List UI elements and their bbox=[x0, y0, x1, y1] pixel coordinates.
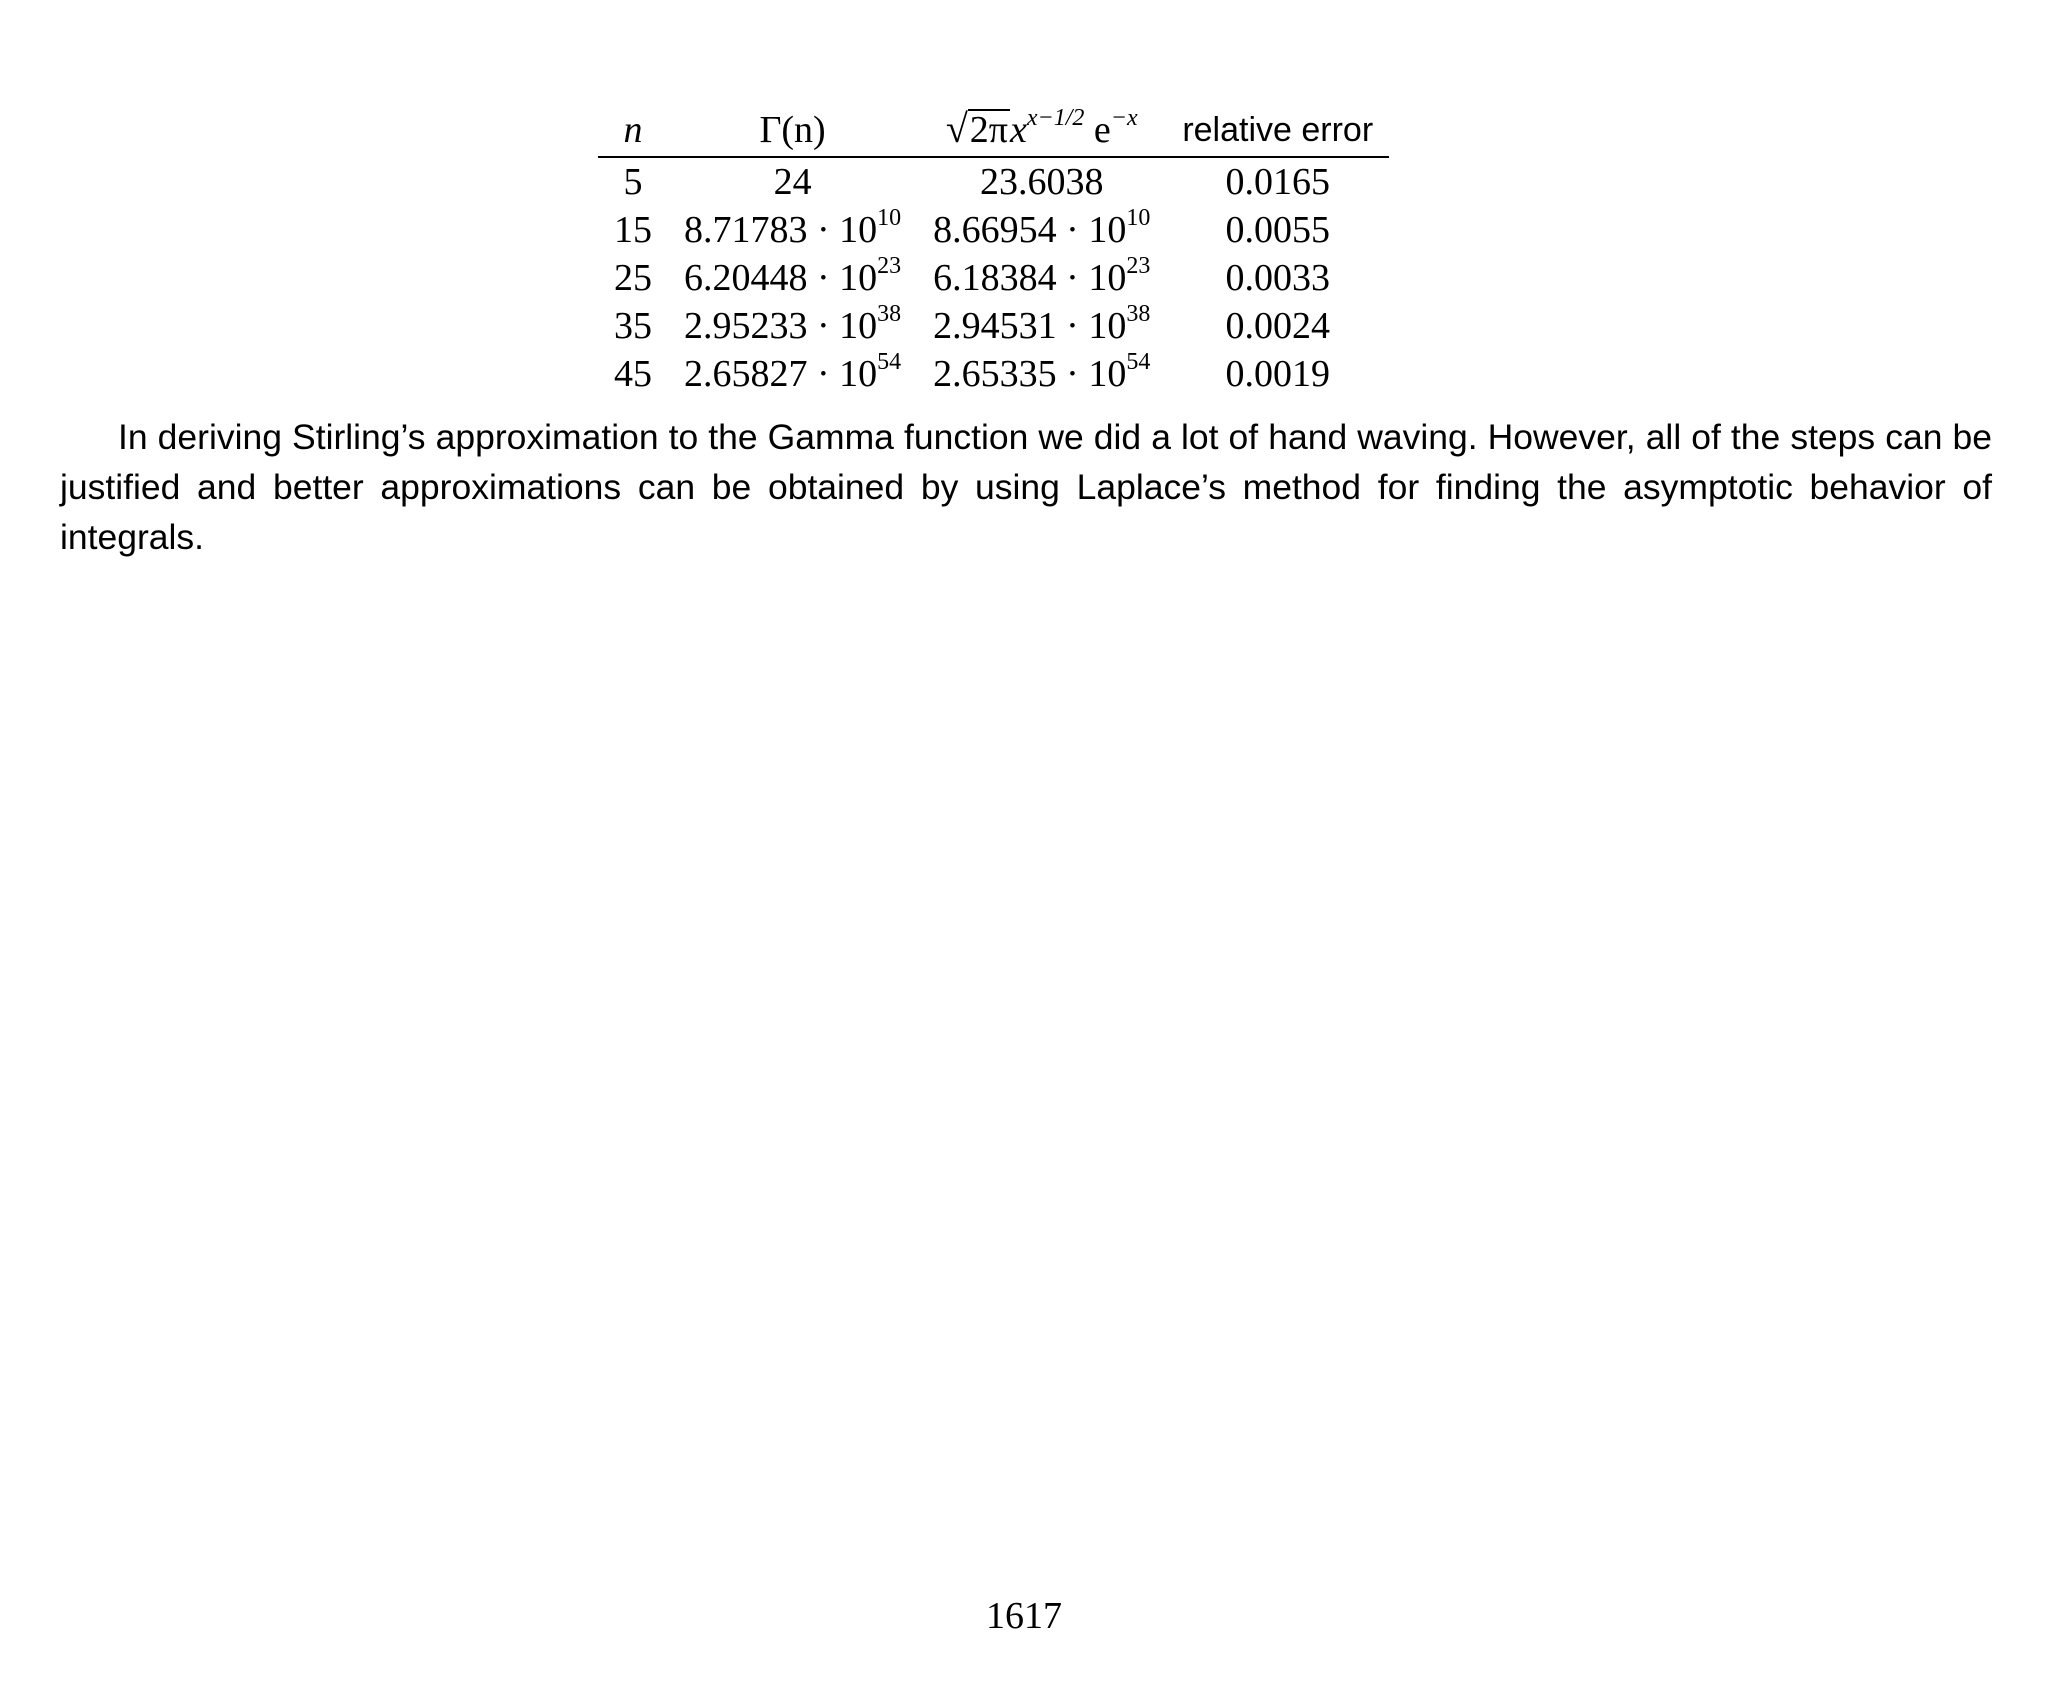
table-header-row bbox=[598, 100, 1389, 157]
cell-n: 25 bbox=[614, 257, 652, 299]
table-row bbox=[598, 157, 1389, 206]
stirling-comparison-table bbox=[598, 100, 1389, 398]
formula-variable: x bbox=[1009, 109, 1027, 151]
radical-sign: √ bbox=[945, 106, 968, 151]
cell-approx: 23.6038 bbox=[979, 161, 1104, 203]
cell-n: 35 bbox=[614, 305, 652, 347]
cell-approx: $2.94531 \cdot 10^{38}$ bbox=[933, 301, 1151, 347]
cell-approx: $6.18384 \cdot 10^{23}$ bbox=[933, 253, 1151, 299]
radicand: 2π bbox=[969, 109, 1008, 151]
table-row bbox=[598, 206, 1389, 254]
table-row bbox=[598, 254, 1389, 302]
cell-gamma: $6.20448 \cdot 10^{23}$ bbox=[684, 253, 902, 299]
formula-exponent-2: −x bbox=[1110, 105, 1138, 132]
formula-e: e bbox=[1084, 109, 1111, 151]
cell-error: 0.0055 bbox=[1225, 209, 1330, 251]
header-relative-error: relative error bbox=[1166, 100, 1389, 157]
header-n: n bbox=[598, 100, 668, 157]
cell-error: 0.0033 bbox=[1225, 257, 1330, 299]
cell-approx: $8.66954 \cdot 10^{10}$ bbox=[933, 205, 1151, 251]
cell-n: 5 bbox=[623, 161, 643, 203]
formula-exponent-1: x−1/2 bbox=[1026, 105, 1085, 132]
cell-n: 15 bbox=[614, 209, 652, 251]
header-stirling-formula bbox=[917, 100, 1166, 157]
page-number: 1617 bbox=[986, 1595, 1062, 1637]
cell-gamma: $2.65827 \cdot 10^{54}$ bbox=[684, 349, 902, 395]
body-paragraph: In deriving Stirling’s approximation to the Gamma function we did a lot of hand waving. However, all of the steps can be justified and better approximations can be obtained by using Laplace’s method for finding the asymptotic behavior of integrals. bbox=[60, 417, 1992, 557]
cell-n: 45 bbox=[614, 353, 652, 395]
cell-approx: $2.65335 \cdot 10^{54}$ bbox=[933, 349, 1151, 395]
cell-gamma: $8.71783 \cdot 10^{10}$ bbox=[684, 205, 902, 251]
cell-error: 0.0165 bbox=[1225, 161, 1330, 203]
cell-error: 0.0019 bbox=[1225, 353, 1330, 395]
table-row bbox=[598, 302, 1389, 350]
table-row bbox=[598, 350, 1389, 398]
cell-gamma: $2.95233 \cdot 10^{38}$ bbox=[684, 301, 902, 347]
cell-gamma: 24 bbox=[773, 161, 812, 203]
header-gamma: Γ(n) bbox=[668, 100, 917, 157]
cell-error: 0.0024 bbox=[1225, 305, 1330, 347]
